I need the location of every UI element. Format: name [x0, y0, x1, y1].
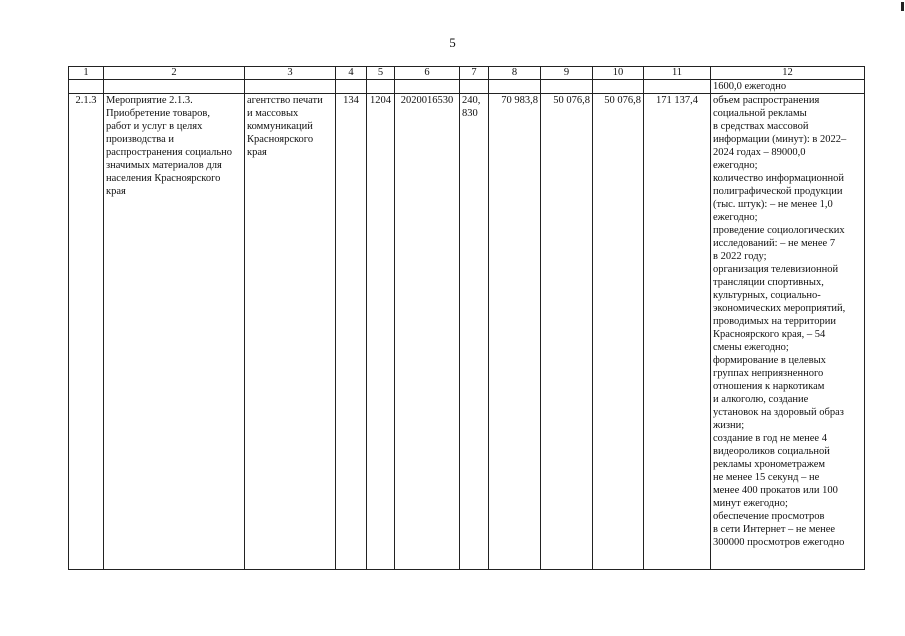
csr-code: 2020016530 — [395, 94, 460, 570]
empty-cell — [541, 80, 593, 94]
col-number: 5 — [367, 67, 395, 80]
empty-cell — [644, 80, 711, 94]
empty-cell — [104, 80, 245, 94]
row-code: 2.1.3 — [69, 94, 104, 570]
col-number: 12 — [711, 67, 865, 80]
col-number: 2 — [104, 67, 245, 80]
empty-cell — [395, 80, 460, 94]
corner-scan-mark — [901, 2, 904, 11]
empty-cell — [336, 80, 367, 94]
rzpr-code: 1204 — [367, 94, 395, 570]
column-number-row — [69, 67, 865, 80]
col-number: 1 — [69, 67, 104, 80]
continuation-text: 1600,0 ежегодно — [711, 80, 865, 94]
col-number: 9 — [541, 67, 593, 80]
vr-code: 240, 830 — [460, 94, 489, 570]
col-number: 4 — [336, 67, 367, 80]
grbs-code: 134 — [336, 94, 367, 570]
col-number: 11 — [644, 67, 711, 80]
empty-cell — [489, 80, 541, 94]
value-2023: 50 076,8 — [541, 94, 593, 570]
continuation-row — [69, 80, 865, 94]
page-number: 5 — [449, 35, 456, 50]
empty-cell — [367, 80, 395, 94]
col-number: 7 — [460, 67, 489, 80]
budget-table — [68, 66, 865, 570]
col-number: 10 — [593, 67, 644, 80]
col-number: 3 — [245, 67, 336, 80]
col-number: 6 — [395, 67, 460, 80]
executor: агентство печати и массовых коммуникаций Красноярского края — [245, 94, 336, 570]
table-row — [69, 94, 865, 570]
value-2024: 50 076,8 — [593, 94, 644, 570]
expected-result: объем распространения социальной рекламы в средствах массовой информации (минут): в 2022– 2024 годах – 89000,0 ежегодно; количество информационной полиграфической продукции (тыс. штук): – не менее 1,0 ежегодно; проведение социологических исследований: – не менее 7 в 2022 году; организация телевизионной трансляции спортивных, культурных, социально- экономических мероприятий, проводимых на территории Красноярского края, – 54 смены ежегодно; формирование в целевых группах неприязненного отношения к наркотикам и алкоголю, создание установок на здоровый образ жизни; создание в год не менее 4 видеороликов социальной рекламы хронометражем не менее 15 секунд – не менее 400 прокатов или 100 минут ежегодно; обеспечение просмотров в сети Интернет – не менее 300000 просмотров ежегодно — [711, 94, 865, 570]
empty-cell — [460, 80, 489, 94]
empty-cell — [245, 80, 336, 94]
col-number: 8 — [489, 67, 541, 80]
empty-cell — [593, 80, 644, 94]
measure-name: Мероприятие 2.1.3. Приобретение товаров, работ и услуг в целях производства и распространения социально значимых материалов для населения Красноярского края — [104, 94, 245, 570]
value-total: 171 137,4 — [644, 94, 711, 570]
empty-cell — [69, 80, 104, 94]
value-2022: 70 983,8 — [489, 94, 541, 570]
